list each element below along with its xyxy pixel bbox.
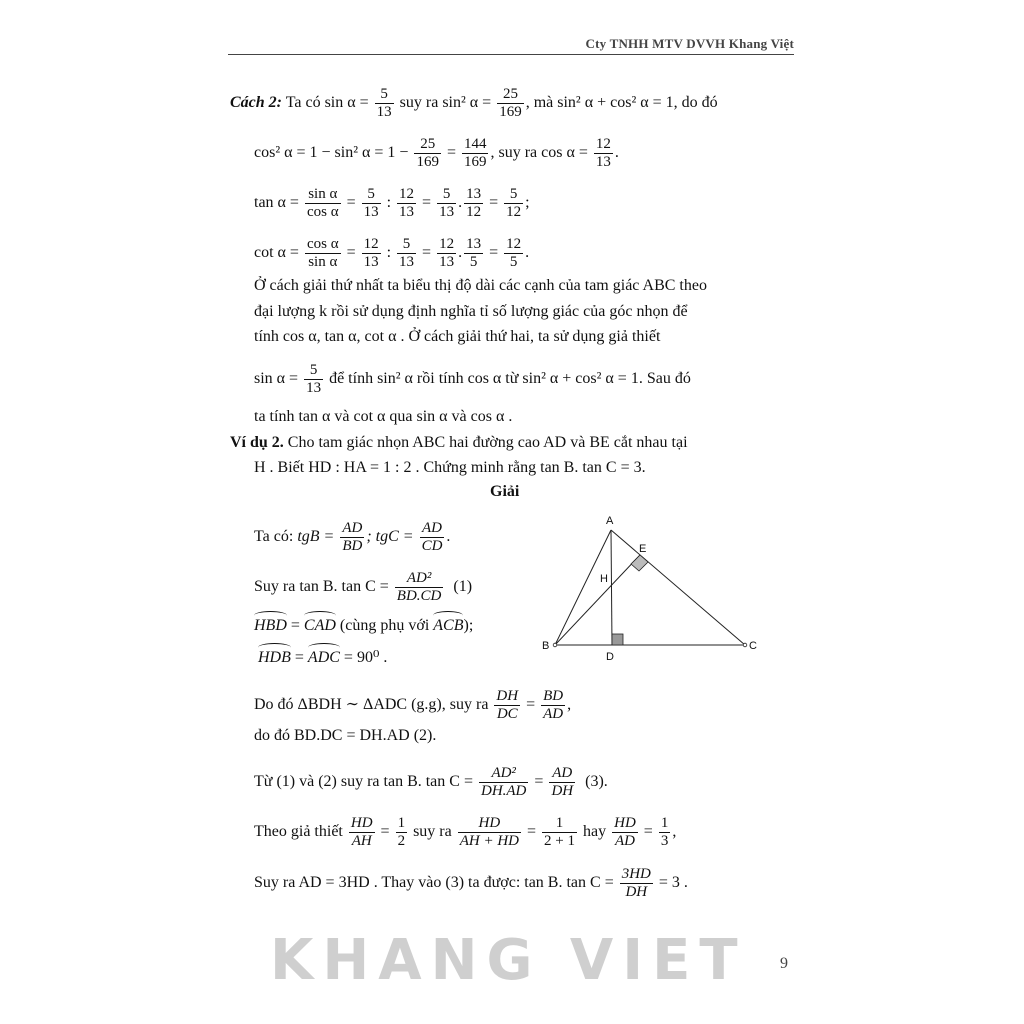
num: 3HD <box>621 866 651 882</box>
den: 12 <box>506 204 522 220</box>
num: 12 <box>595 136 611 152</box>
fraction <box>458 815 521 850</box>
text: hay <box>583 823 607 841</box>
math: = <box>290 617 300 634</box>
fraction <box>397 186 416 221</box>
math: = 90⁰ . <box>343 649 388 666</box>
solution-title: Giải <box>490 483 520 500</box>
fraction <box>305 186 341 221</box>
den: 2 <box>397 833 406 849</box>
point-c <box>743 643 747 647</box>
math: . <box>458 194 463 212</box>
fraction <box>340 520 364 555</box>
den: 3 <box>660 833 669 849</box>
math: = <box>422 244 432 262</box>
math: = <box>346 244 356 262</box>
running-header <box>228 36 794 55</box>
fraction <box>612 815 638 850</box>
fraction <box>375 86 394 121</box>
den: 2 + 1 <box>544 833 576 849</box>
fraction <box>462 136 489 171</box>
den: 5 <box>509 254 518 270</box>
comment-line-5: ta tính tan α và cot α qua sin α và cos α . <box>254 408 513 425</box>
cach2-line-1 <box>230 86 718 121</box>
fraction <box>362 236 381 271</box>
num: 144 <box>463 136 487 152</box>
label-a: A <box>606 515 614 527</box>
den: AH <box>351 833 372 849</box>
num: AD² <box>479 765 528 783</box>
den: AD <box>614 833 635 849</box>
math: = <box>380 823 390 841</box>
cach2-line-cot <box>254 236 529 271</box>
publisher-name: Cty TNHH MTV DVVH Khang Việt <box>585 36 794 51</box>
math: ; tgC = <box>366 528 414 546</box>
solution-line-7 <box>254 765 608 800</box>
solution-line-5 <box>254 688 571 723</box>
angle: CAD <box>303 617 336 634</box>
text: Ta có <box>285 94 321 112</box>
cach2-line-2 <box>254 136 619 171</box>
fraction <box>396 815 408 850</box>
den: 13 <box>376 104 392 120</box>
text: , <box>567 696 572 714</box>
fraction <box>594 136 613 171</box>
angle: HDB <box>258 649 291 666</box>
triangle-figure <box>540 510 770 670</box>
math: sin α = <box>254 370 299 388</box>
math: sin α = <box>324 94 369 112</box>
den: DC <box>496 706 518 722</box>
fraction <box>414 136 441 171</box>
num: 5 <box>504 186 523 204</box>
fraction <box>305 236 341 271</box>
text: suy ra <box>413 823 452 841</box>
num: AD <box>342 520 363 536</box>
num: 25 <box>497 86 524 104</box>
solution-line-4 <box>258 648 387 668</box>
num: 12 <box>399 186 415 202</box>
angle: ACB <box>433 617 464 634</box>
num: DH <box>496 688 519 704</box>
solution-line-9 <box>254 866 688 901</box>
math: : <box>386 194 392 212</box>
example-label: Ví dụ 2. <box>230 434 284 451</box>
cach2-line-tan <box>254 186 530 221</box>
fraction <box>479 765 528 800</box>
den: 13 <box>399 254 415 270</box>
math: = <box>422 194 432 212</box>
right-angle-d-icon <box>612 634 623 645</box>
text: . <box>446 528 451 546</box>
side-ac <box>611 530 745 645</box>
num: 5 <box>304 362 323 380</box>
den: 13 <box>306 380 322 396</box>
math: ; <box>525 194 530 212</box>
fraction <box>542 815 577 850</box>
math: = <box>526 696 536 714</box>
comment-line-3: tính cos α, tan α, cot α . Ở cách giải thứ hai, ta sử dụng giả thiết <box>254 328 661 345</box>
num: 13 <box>466 236 482 252</box>
math: Suy ra tan B. tan C = <box>254 578 389 596</box>
altitude-be <box>555 555 640 645</box>
num: AD² <box>395 570 444 588</box>
fraction <box>420 520 445 555</box>
math: = <box>527 823 537 841</box>
den: 169 <box>463 154 487 170</box>
fraction <box>362 186 381 221</box>
comment-line-1: Ở cách giải thứ nhất ta biểu thị độ dài các cạnh của tam giác ABC theo <box>254 277 707 294</box>
text: Do đó ΔBDH ∼ ΔADC (g.g), suy ra <box>254 696 489 714</box>
num: 12 <box>506 236 522 252</box>
num: 12 <box>439 236 455 252</box>
solution-line-1 <box>254 520 450 555</box>
num: HD <box>350 815 373 831</box>
den: 13 <box>439 204 455 220</box>
fraction <box>464 186 483 221</box>
angle: HBD <box>254 617 287 634</box>
math: = <box>446 144 456 162</box>
num: 5 <box>437 186 456 204</box>
num: 12 <box>363 236 379 252</box>
ref: (1) <box>453 578 473 596</box>
side-ab <box>555 530 611 645</box>
math: = <box>346 194 356 212</box>
num: 1 <box>397 815 406 831</box>
solution-line-2 <box>254 570 472 605</box>
fraction <box>464 236 483 271</box>
fraction <box>437 186 456 221</box>
altitude-ad <box>611 530 612 645</box>
num: 13 <box>466 186 482 202</box>
den: 13 <box>399 204 415 220</box>
math: = <box>534 773 544 791</box>
text: để tính sin² α rồi tính cos α từ sin² α + cos² α = 1. Sau đó <box>329 370 691 388</box>
math: tan α = <box>254 194 299 212</box>
right-angle-e-icon <box>631 555 648 571</box>
fraction <box>397 236 416 271</box>
den: CD <box>421 538 443 554</box>
fraction <box>659 815 671 850</box>
solution-line-3 <box>254 616 473 636</box>
text: , <box>672 823 677 841</box>
math: Từ (1) và (2) suy ra tan B. tan C = <box>254 773 473 791</box>
num: 5 <box>362 186 381 204</box>
den: DH.AD <box>480 783 527 799</box>
watermark-logo: KHANG VIET <box>270 928 747 993</box>
math: = <box>643 823 653 841</box>
fraction <box>504 186 523 221</box>
fraction <box>497 86 524 121</box>
text: , suy ra cos α = <box>490 144 588 162</box>
math: cot α = <box>254 244 299 262</box>
num: sin α <box>305 186 341 204</box>
num: 5 <box>375 86 394 104</box>
example-line-2: H . Biết HD : HA = 1 : 2 . Chứng minh rằng tan B. tan C = 3. <box>254 459 646 476</box>
page-number: 9 <box>780 955 788 972</box>
den: BD.CD <box>396 588 442 604</box>
den: 5 <box>469 254 478 270</box>
math: sin² α = <box>442 94 492 112</box>
text: . <box>614 144 619 162</box>
fraction <box>504 236 523 271</box>
text: Ta có: <box>254 528 294 546</box>
den: AD <box>543 706 564 722</box>
fraction <box>349 815 375 850</box>
num: 25 <box>414 136 441 154</box>
fraction <box>304 362 323 397</box>
text: suy ra <box>399 94 439 112</box>
num: 1 <box>660 815 669 831</box>
num: HD <box>458 815 521 833</box>
comment-line-4 <box>254 362 691 397</box>
fraction <box>494 688 520 723</box>
den: 13 <box>363 254 379 270</box>
den: 12 <box>466 204 482 220</box>
num: AD <box>549 765 575 783</box>
fraction <box>620 866 653 901</box>
math: cos² α = 1 − sin² α = 1 − <box>254 144 409 162</box>
math: = 3 . <box>658 874 688 892</box>
num: 1 <box>542 815 577 833</box>
den: 13 <box>595 154 611 170</box>
fraction <box>395 570 444 605</box>
text: Theo giả thiết <box>254 823 343 841</box>
fraction <box>549 765 575 800</box>
math: : <box>386 244 392 262</box>
angle: ADC <box>307 649 340 666</box>
den: 13 <box>363 204 379 220</box>
math: = <box>489 194 499 212</box>
math: . <box>458 244 463 262</box>
comment-line-2: đại lượng k rồi sử dụng định nghĩa tỉ số lượng giác của góc nhọn để <box>254 303 688 320</box>
ref: (3). <box>585 773 608 791</box>
num: 5 <box>397 236 416 254</box>
math: tgB = <box>297 528 335 546</box>
math: = <box>489 244 499 262</box>
den: BD <box>342 538 363 554</box>
den: 169 <box>499 104 522 120</box>
den: AH + HD <box>459 833 520 849</box>
point-b <box>553 643 557 647</box>
num: HD <box>614 815 636 831</box>
solution-line-6: do đó BD.DC = DH.AD (2). <box>254 727 437 744</box>
example-line-1 <box>230 433 688 453</box>
den: cos α <box>306 204 339 220</box>
label-c: C <box>749 640 757 652</box>
math: Suy ra AD = 3HD . Thay vào (3) ta được: tan B. tan C = <box>254 874 614 892</box>
den: DH <box>625 884 648 900</box>
label-e: E <box>639 543 647 555</box>
num: BD <box>543 688 564 704</box>
den: 169 <box>416 154 439 170</box>
num: cos α <box>306 236 339 252</box>
text: Cho tam giác nhọn ABC hai đường cao AD và BE cắt nhau tại <box>287 434 688 451</box>
text: (cùng phụ với <box>339 617 430 634</box>
den: sin α <box>308 254 338 270</box>
text: . <box>525 244 530 262</box>
label-b: B <box>542 640 550 652</box>
text: ); <box>463 617 474 634</box>
num: AD <box>420 520 445 538</box>
fraction <box>437 236 456 271</box>
cach2-label: Cách 2: <box>230 94 282 112</box>
label-h: H <box>600 573 608 585</box>
den: 13 <box>439 254 455 270</box>
label-d: D <box>606 651 614 663</box>
math: = <box>294 649 304 666</box>
den: DH <box>551 783 574 799</box>
fraction <box>541 688 565 723</box>
text: , mà sin² α + cos² α = 1, do đó <box>525 94 718 112</box>
solution-line-8 <box>254 815 676 850</box>
